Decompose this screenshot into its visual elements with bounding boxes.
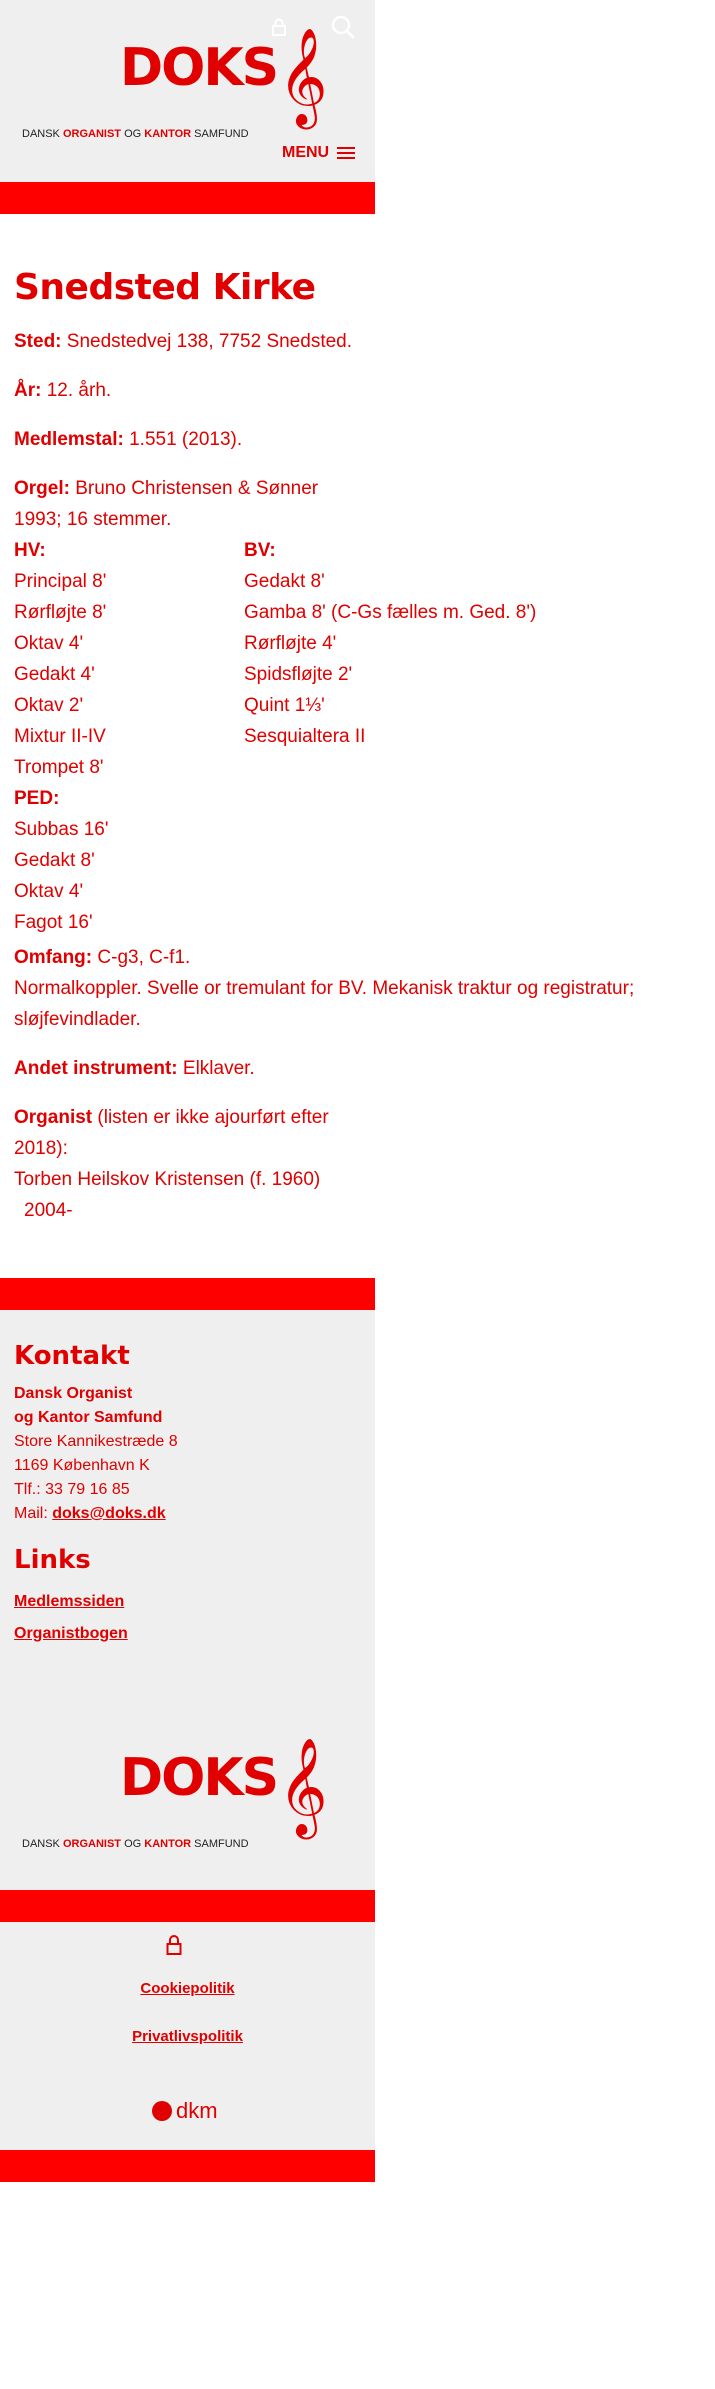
hv-stop: Oktav 4' [14, 633, 84, 654]
phone: Tlf.: 33 79 16 85 [14, 1481, 130, 1498]
andet-instrument-line: Andet instrument: Elklaver. [14, 1058, 255, 1079]
link-organistbogen[interactable]: Organistbogen [14, 1625, 128, 1642]
bv-stop: Gedakt 8' [244, 571, 325, 592]
ped-stop: Fagot 16' [14, 912, 93, 933]
logo-subtitle: DANSK ORGANIST OG KANTOR SAMFUND [22, 1838, 249, 1850]
lock-icon[interactable] [166, 1934, 182, 1956]
bv-stop [244, 752, 714, 783]
medlemstal-line: Medlemstal: 1.551 (2013). [14, 429, 243, 450]
logo-word: DOKS [120, 1748, 278, 1808]
menu-label: MENU [282, 144, 330, 161]
dkm-logo[interactable] [152, 2098, 218, 2124]
koppel-line: Normalkoppler. Svelle or tremulant for BV. Mekanisk traktur og registratur; sløjfevindlader. [14, 978, 635, 1030]
footer-links [14, 1544, 361, 1650]
organist-years: 2004- [24, 1200, 73, 1221]
cookie-policy-link[interactable]: Cookiepolitik [140, 1980, 235, 1997]
organist-heading: Organist (listen er ikke ajourført efter 2018): [14, 1107, 329, 1159]
orgel-line: Orgel: Bruno Christensen & Sønner 1993; 16 stemmer. [14, 478, 319, 530]
mail-line: Mail: doks@doks.dk [14, 1505, 166, 1522]
bv-stop: Spidsfløjte 2' [244, 664, 353, 685]
footer-divider [0, 1278, 375, 1310]
hv-stop: Rørfløjte 8' [14, 602, 107, 623]
address-line: Store Kannikestræde 8 [14, 1433, 178, 1450]
privacy-policy-link[interactable]: Privatlivspolitik [132, 2028, 243, 2045]
ped-stop: Gedakt 8' [14, 850, 95, 871]
hv-heading: HV: [14, 540, 46, 561]
logo-subtitle: DANSK ORGANIST OG KANTOR SAMFUND [22, 128, 249, 140]
ped-stop: Subbas 16' [14, 819, 109, 840]
site-footer [0, 1310, 375, 1890]
ped-heading: PED: [14, 788, 60, 809]
omfang-line: Omfang: C-g3, C-f1. [14, 947, 191, 968]
bv-stop: Rørfløjte 4' [244, 633, 337, 654]
hv-stop: Mixtur II-IV [14, 726, 106, 747]
menu-button[interactable] [282, 144, 355, 162]
doks-logo[interactable] [20, 29, 328, 140]
hv-stop: Oktav 2' [14, 695, 84, 716]
organist-list [14, 1102, 361, 1226]
bv-stop: Quint 1⅓' [244, 695, 325, 716]
aar-line: År: 12. årh. [14, 380, 112, 401]
dkm-text: dkm [176, 2098, 218, 2123]
logo-word: DOKS [120, 38, 278, 98]
search-icon[interactable] [330, 14, 356, 40]
hv-stop: Principal 8' [14, 571, 107, 592]
bottom-divider [0, 1890, 375, 1922]
header-divider [0, 182, 375, 214]
main-content [0, 214, 635, 1226]
sted-line: Sted: Snedstedvej 138, 7752 Snedsted. [14, 331, 353, 352]
footer-logo[interactable] [20, 1739, 340, 1860]
page-title: Snedsted Kirke [14, 267, 316, 308]
hamburger-icon [337, 147, 355, 159]
bv-stop: Sesquialtera II [244, 726, 366, 747]
bv-heading: BV: [244, 540, 276, 561]
links-heading: Links [14, 1545, 91, 1575]
treble-clef-icon: 𝄞 [278, 29, 328, 123]
mail-link[interactable]: doks@doks.dk [52, 1505, 166, 1522]
treble-clef-icon: 𝄞 [278, 1739, 328, 1833]
organist-name: Torben Heilskov Kristensen (f. 1960) [14, 1169, 321, 1190]
dkm-dot-icon [152, 2101, 172, 2121]
hv-stop: Trompet 8' [14, 757, 104, 778]
org-name: Dansk Organist og Kantor Samfund [14, 1385, 163, 1426]
kontakt-heading: Kontakt [14, 1341, 130, 1371]
ped-stop: Oktav 4' [14, 881, 84, 902]
hv-stop: Gedakt 4' [14, 664, 95, 685]
bottom-bar [0, 1922, 375, 2150]
bottom-end-bar [0, 2150, 375, 2182]
bv-stop: Gamba 8' (C-Gs fælles m. Ged. 8') [244, 602, 537, 623]
disposition-table [14, 535, 714, 938]
link-medlemssiden[interactable]: Medlemssiden [14, 1593, 125, 1610]
address-line: 1169 København K [14, 1457, 150, 1474]
site-header [0, 0, 375, 182]
